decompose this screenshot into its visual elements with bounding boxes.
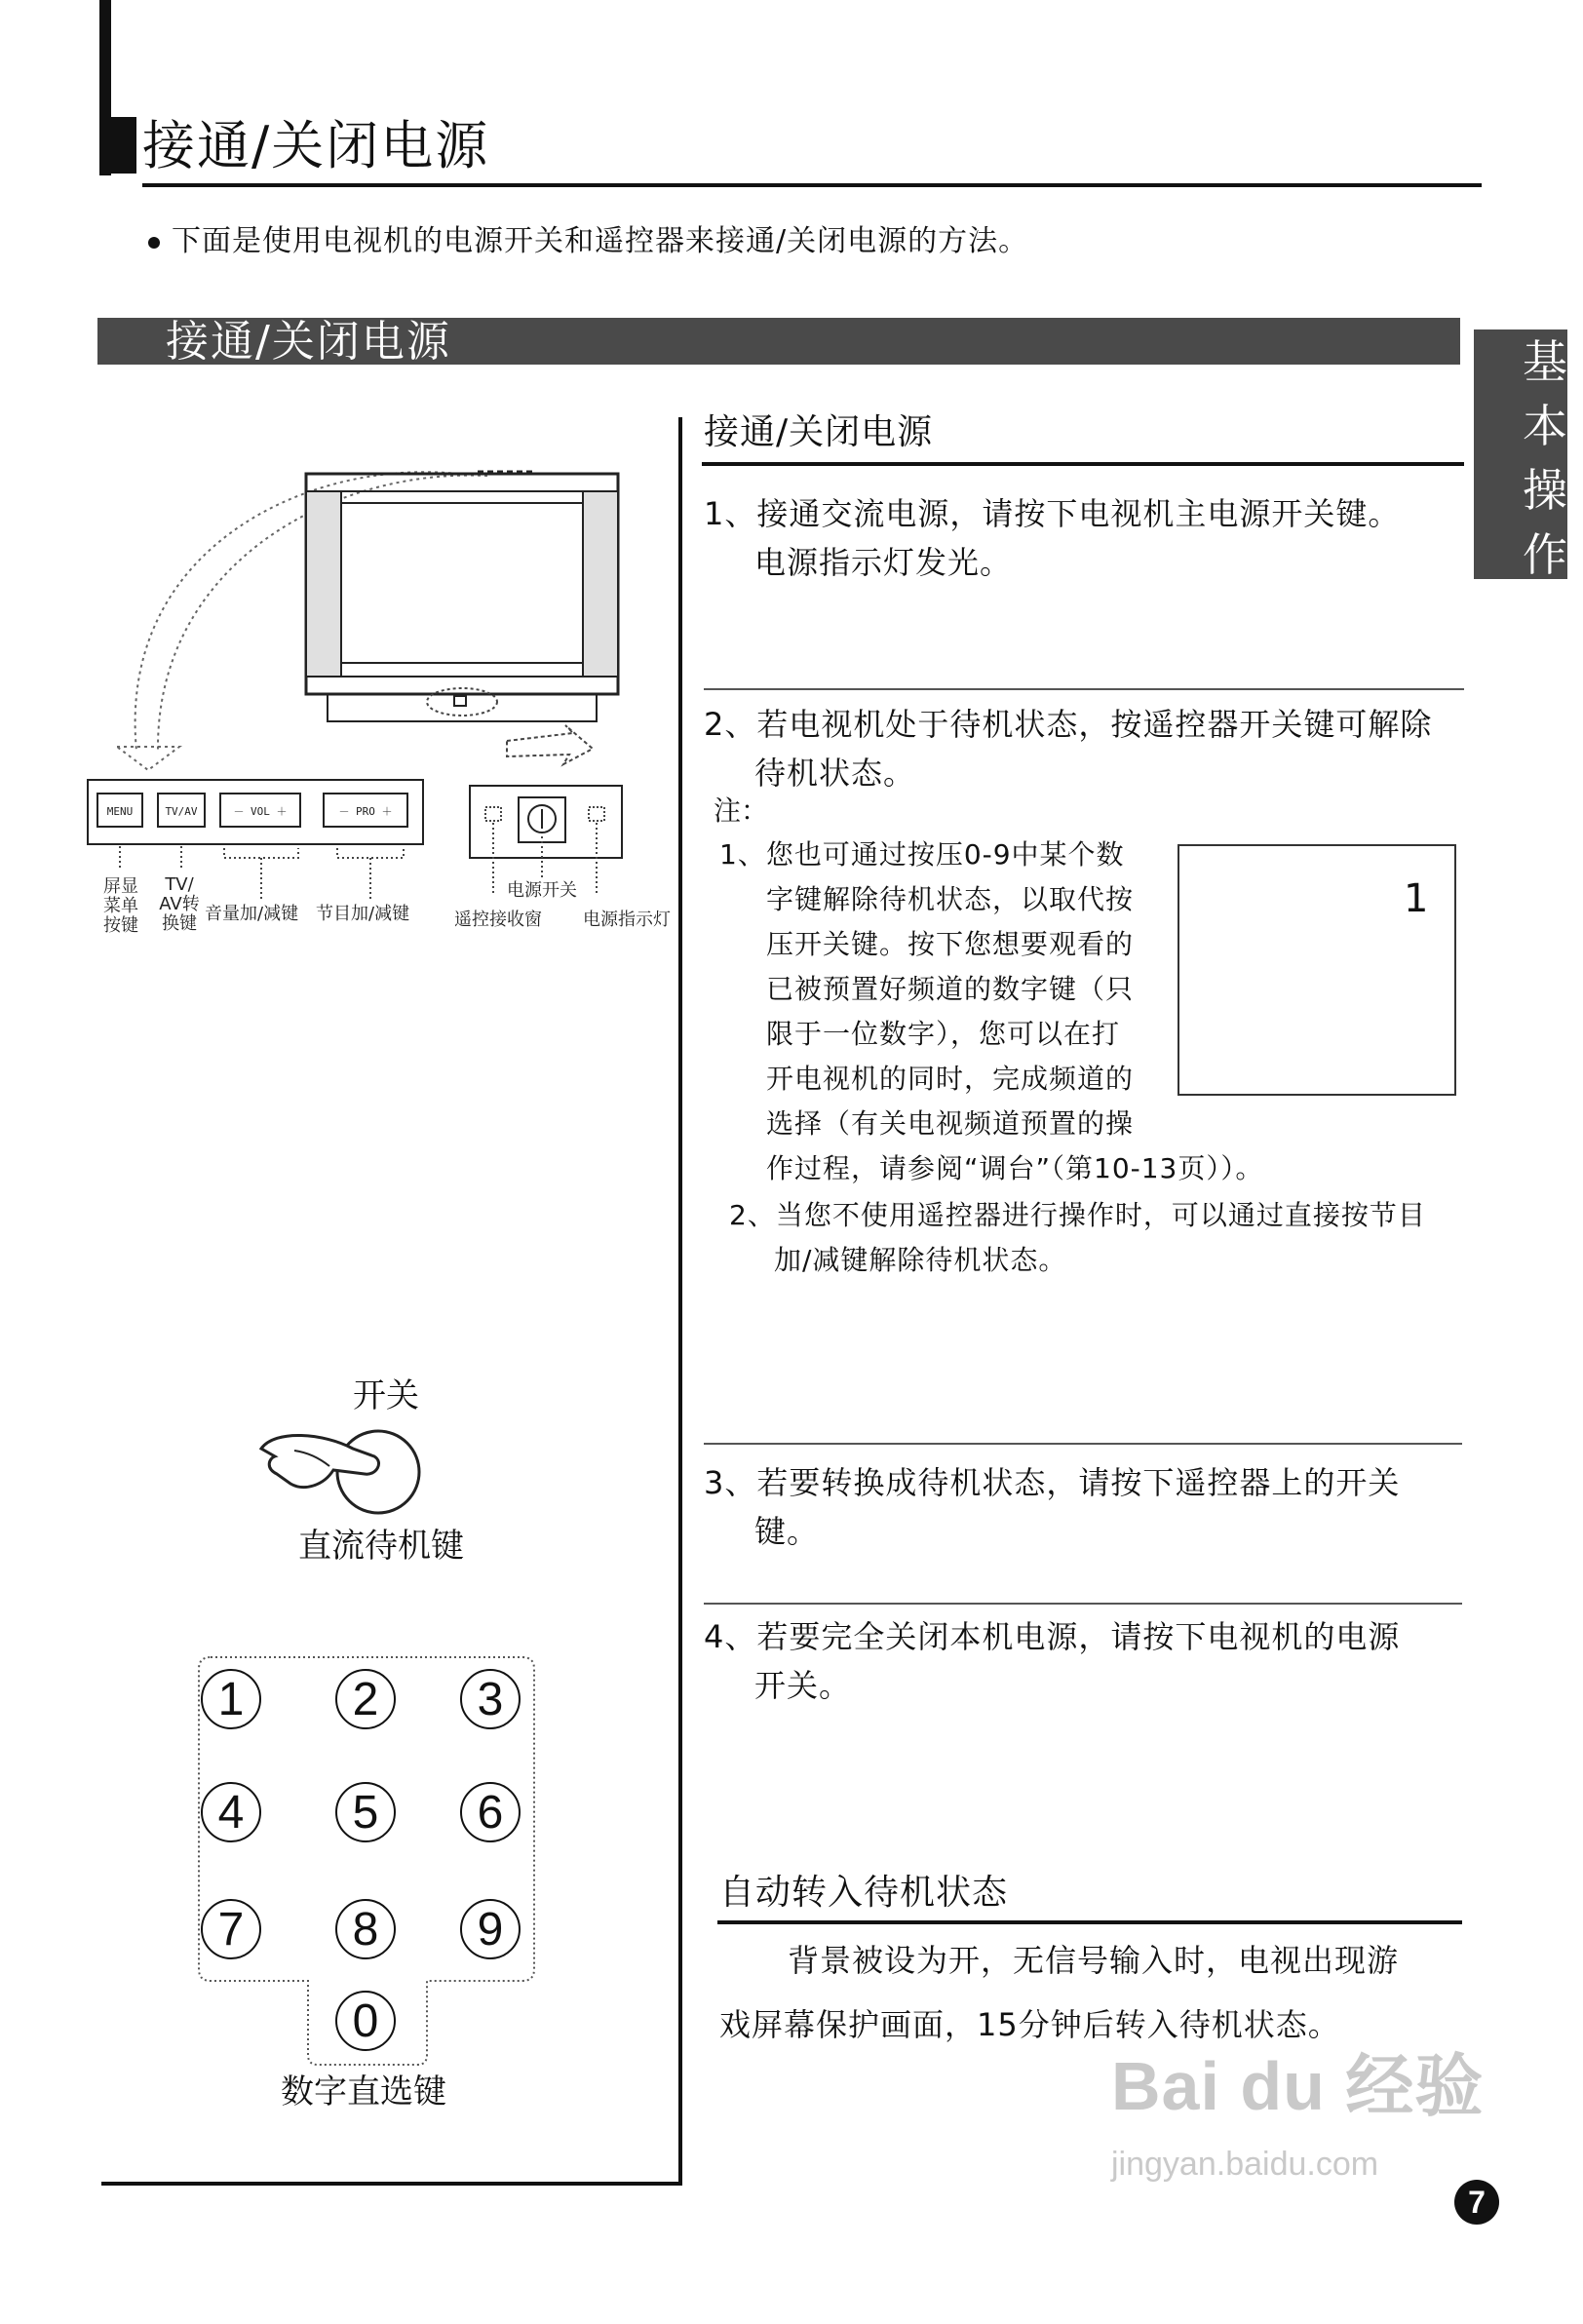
pro-button-label: － PRO ＋ xyxy=(338,805,393,818)
step-2: 2、若电视机处于待机状态，按遥控器开关键可解除 待机状态。 xyxy=(704,706,1433,792)
page-number: 7 xyxy=(1454,2180,1499,2225)
caption-vol: 音量加/减键 xyxy=(205,904,299,924)
caption-menu: 屏显 菜单 按键 xyxy=(103,876,138,936)
side-tab-char: 本 xyxy=(1523,400,1567,452)
note-label: 注： xyxy=(714,794,769,827)
note-figure-box xyxy=(1178,844,1456,1096)
note-2: 2、当您不使用遥控器进行操作时，可以通过直接按节目 加/减键解除待机状态。 xyxy=(729,1199,1426,1276)
side-tab-char: 操 xyxy=(1523,464,1567,517)
auto-standby-heading: 自动转入待机状态 xyxy=(719,1873,1009,1913)
divider-2 xyxy=(704,1443,1462,1445)
caption-tvav: TV/ AV转 换键 xyxy=(159,874,200,934)
arc-arrow xyxy=(135,472,458,751)
divider-3 xyxy=(704,1603,1462,1605)
note-1: 1、您也可通过按压0-9中某个数 字键解除待机状态，以取代按 压开关键。按下您想要观看的 已被预置好频道的数字键（只 限于一位数字），您可以在打 开电视机的同时，完成频道的 选择（有关电视频道预置的操 作过程，请参阅“调台”（第10-13页））。 xyxy=(719,838,1264,1184)
title-rule xyxy=(142,183,1482,187)
tvav-button-label: TV/AV xyxy=(165,805,198,818)
key-6[interactable]: 6 xyxy=(460,1782,521,1842)
caption-power-switch: 电源开关 xyxy=(507,880,577,901)
bullet-icon xyxy=(148,237,160,249)
key-3[interactable]: 3 xyxy=(460,1669,521,1729)
key-8[interactable]: 8 xyxy=(335,1899,396,1959)
standby-key-label: 直流待机键 xyxy=(298,1527,464,1566)
caption-power-led: 电源指示灯 xyxy=(583,910,671,930)
title-marker xyxy=(99,117,136,174)
watermark xyxy=(1111,2048,1485,2184)
step-4: 4、若要完全关闭本机电源，请按下电视机的电源 开关。 xyxy=(704,1618,1401,1704)
tv-illustration xyxy=(78,458,682,780)
right-heading: 接通/关闭电源 xyxy=(704,412,934,452)
side-tab-char: 基 xyxy=(1523,335,1567,388)
side-tab xyxy=(1474,329,1567,579)
key-1[interactable]: 1 xyxy=(201,1669,261,1729)
number-keypad xyxy=(199,1655,534,2065)
divider-1 xyxy=(704,688,1464,690)
control-panel xyxy=(86,778,437,848)
keypad-label: 数字直选键 xyxy=(281,2072,446,2111)
remote-window-icon xyxy=(485,807,501,821)
power-led-icon xyxy=(589,807,604,821)
step-3: 3、若要转换成待机状态，请按下遥控器上的开关 键。 xyxy=(704,1464,1401,1550)
key-4[interactable]: 4 xyxy=(201,1782,261,1842)
section-title: 接通/关闭电源 xyxy=(166,317,451,367)
bottom-rule xyxy=(101,2182,680,2186)
key-9[interactable]: 9 xyxy=(460,1899,521,1959)
arrow-icon xyxy=(507,725,593,764)
section-bar xyxy=(97,318,1460,365)
key-0[interactable]: 0 xyxy=(335,1991,396,2051)
heading-rule xyxy=(702,462,1464,466)
key-7[interactable]: 7 xyxy=(201,1899,261,1959)
note-box-number: 1 xyxy=(1404,876,1429,921)
caption-remote-window: 遥控接收窗 xyxy=(454,910,542,930)
intro-text: 下面是使用电视机的电源开关和遥控器来接通/关闭电源的方法。 xyxy=(148,220,1028,263)
step-1: 1、接通交流电源，请按下电视机主电源开关键。 电源指示灯发光。 xyxy=(704,495,1401,581)
vol-button-label: － VOL ＋ xyxy=(233,805,288,818)
watermark-url: jingyan.baidu.com xyxy=(1111,2146,1379,2183)
caption-pro: 节目加/减键 xyxy=(316,904,410,924)
tv-screen xyxy=(341,503,583,663)
tv-body xyxy=(306,474,618,694)
key-2[interactable]: 2 xyxy=(335,1669,396,1729)
remote-power-label: 开关 xyxy=(353,1376,419,1415)
arrow-head-icon xyxy=(117,747,179,770)
key-5[interactable]: 5 xyxy=(335,1782,396,1842)
finger-press-icon xyxy=(255,1419,431,1527)
auto-standby-body: 背景被设为开，无信号输入时，电视出现游 戏屏幕保护画面，15分钟后转入待机状态。 xyxy=(719,1942,1400,2043)
page-title: 接通/关闭电源 xyxy=(142,115,490,176)
watermark-logo: Bai du 经验 xyxy=(1111,2048,1485,2124)
auto-heading-rule xyxy=(717,1920,1462,1924)
menu-button-label: MENU xyxy=(106,805,134,818)
side-tab-char: 作 xyxy=(1523,528,1567,581)
